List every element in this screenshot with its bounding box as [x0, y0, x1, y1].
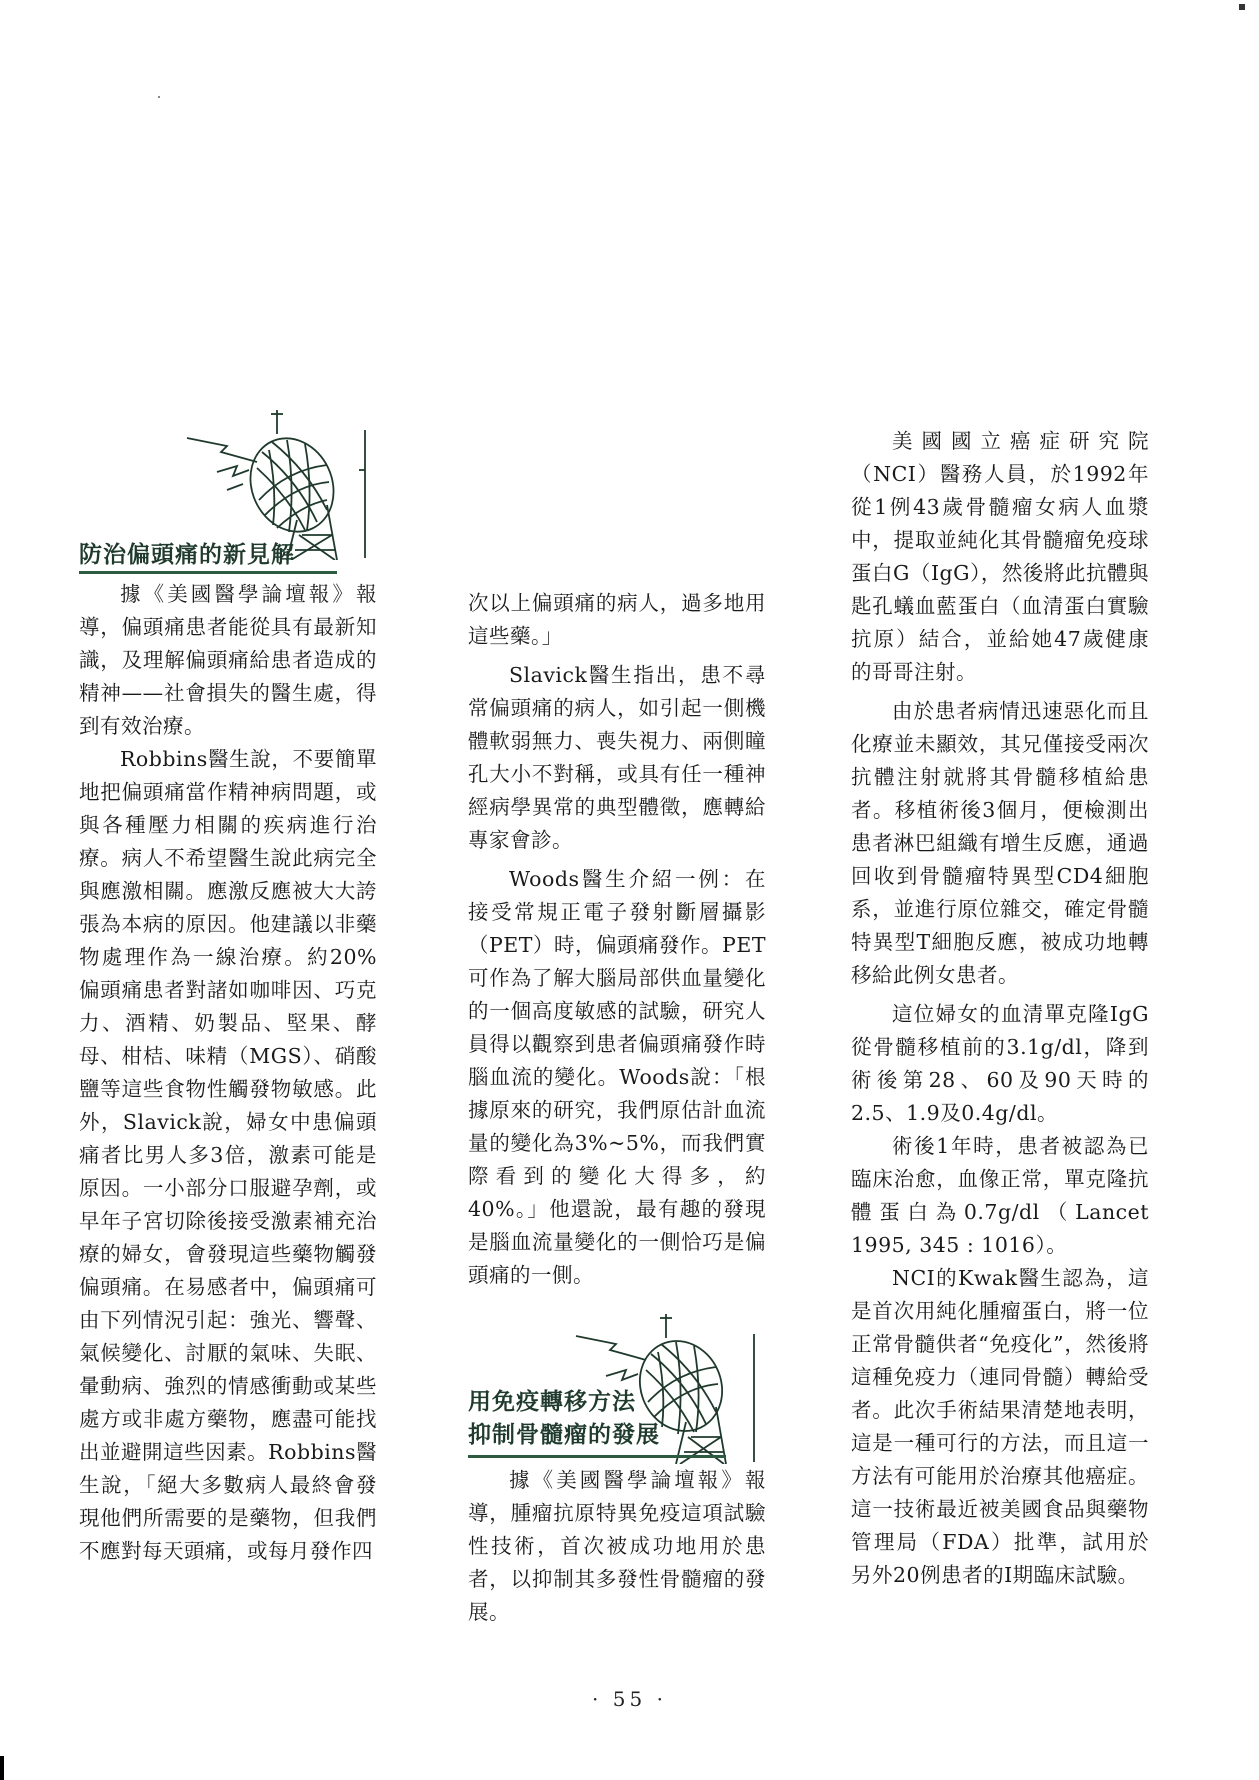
heading-underline	[79, 571, 337, 574]
article2-heading	[468, 1386, 660, 1452]
article1-header	[79, 410, 377, 578]
heading-underline	[468, 1455, 726, 1458]
page-number: · 55 ·	[592, 1687, 667, 1711]
article2-paragraph: 這位婦女的血清單克隆IgG從骨髓移植前的3.1g/dl，降到術後第28、60及90天時的2.5、1.9及0.4g/dl。	[851, 1002, 1149, 1125]
article1-paragraph: Woods醫生介紹一例：在接受常規正電子發射斷層攝影（PET）時，偏頭痛發作。PET可作為了解大腦局部供血量變化的一個高度敏感的試驗，研究人員得以觀察到患者偏頭痛發作時腦血流的變化。Woods說：「根據原來的研究，我們原估計血流量的變化為3%~5%，而我們實際看到的變化大得多，約40%。」他還說，最有趣的發現是腦血流量變化的一側恰巧是偏頭痛的一側。	[468, 867, 766, 1287]
article2-paragraph: 由於患者病情迅速惡化而且化療並未顯效，其兄僅接受兩次抗體注射就將其骨髓移植給患者。移植術後3個月，便檢測出患者淋巴組織有增生反應，通過回收到骨髓瘤特異型CD4細胞系，並進行原位雜交，確定骨髓特異型T細胞反應，被成功地轉移給此例女患者。	[851, 699, 1149, 987]
article1-heading: 防治偏頭痛的新見解	[79, 542, 295, 568]
article2-paragraph: 術後1年時，患者被認為已臨床治愈，血像正常，單克隆抗體蛋白為0.7g/dl（Lancet 1995, 345 : 1016）。	[851, 1134, 1149, 1257]
article2-heading-line2: 抑制骨髓瘤的發展	[468, 1422, 660, 1448]
article1-paragraph: Robbins醫生說，不要簡單地把偏頭痛當作精神病問題，或與各種壓力相關的疾病進行治療。病人不希望醫生說此病完全與應激相關。應激反應被大大誇張為本病的原因。他建議以非藥物處理作為一線治療。約20%偏頭痛患者對諸如咖啡因、巧克力、酒精、奶製品、堅果、酵母、柑桔、味精（MGS）、硝酸鹽等這些食物性觸發物敏感。此外，Slavick說，婦女中患偏頭痛者比男人多3倍，激素可能是原因。一小部分口服避孕劑，或早年子宮切除後接受激素補充治療的婦女，會發現這些藥物觸發偏頭痛。在易感者中，偏頭痛可由下列情況引起：強光、響聲、氣候變化、討厭的氣味、失眠、暈動病、強烈的情感衝動或某些處方或非處方藥物，應盡可能找出並避開這些因素。Robbins醫生說，「絕大多數病人最終會發現他們所需要的是藥物，但我們不應對每天頭痛，或每月發作四	[79, 747, 377, 1563]
speck	[158, 96, 160, 98]
article1-paragraph: 次以上偏頭痛的病人，過多地用這些藥。」	[468, 591, 766, 648]
article2-heading-line1: 用免疫轉移方法	[468, 1389, 636, 1415]
column-2	[468, 587, 766, 1629]
article2-paragraph: 美國國立癌症研究院（NCI）醫務人員，於1992年從1例43歲骨髓瘤女病人血漿中，提取並純化其骨髓瘤免疫球蛋白G（IgG），然後將此抗體與匙孔蟻血藍蛋白（血清蛋白實驗抗原）結合，並給她47歲健康的哥哥注射。	[851, 429, 1149, 684]
article1-paragraph: 據《美國醫學論壇報》報導，偏頭痛患者能從具有最新知識，及理解偏頭痛給患者造成的精神——社會損失的醫生處，得到有效治療。	[79, 582, 377, 738]
article2-paragraph: NCI的Kwak醫生認為，這是首次用純化腫瘤蛋白，將一位正常骨髓供者“免疫化”，然後將這種免疫力（連同骨髓）轉給受者。此次手術結果清楚地表明，這是一種可行的方法，而且這一方法有可能用於治療其他癌症。這一技術最近被美國食品與藥物管理局（FDA）批準，試用於另外20例患者的I期臨床試驗。	[851, 1266, 1149, 1587]
corner-mark	[0, 1756, 4, 1780]
article2-paragraph: 據《美國醫學論壇報》報導，腫瘤抗原特異免疫這項試驗性技術，首次被成功地用於患者，以抑制其多發性骨髓瘤的發展。	[468, 1468, 766, 1624]
corner-speck	[1239, 4, 1245, 10]
antenna-tower-icon	[177, 410, 377, 560]
column-3	[851, 425, 1149, 1592]
column-1	[79, 420, 377, 1568]
article1-paragraph: Slavick醫生指出，患不尋常偏頭痛的病人，如引起一側機體軟弱無力、喪失視力、兩側瞳孔大小不對稱，或具有任一種神經病學異常的典型體徵，應轉給專家會診。	[468, 663, 766, 852]
article2-header	[468, 1314, 766, 1464]
